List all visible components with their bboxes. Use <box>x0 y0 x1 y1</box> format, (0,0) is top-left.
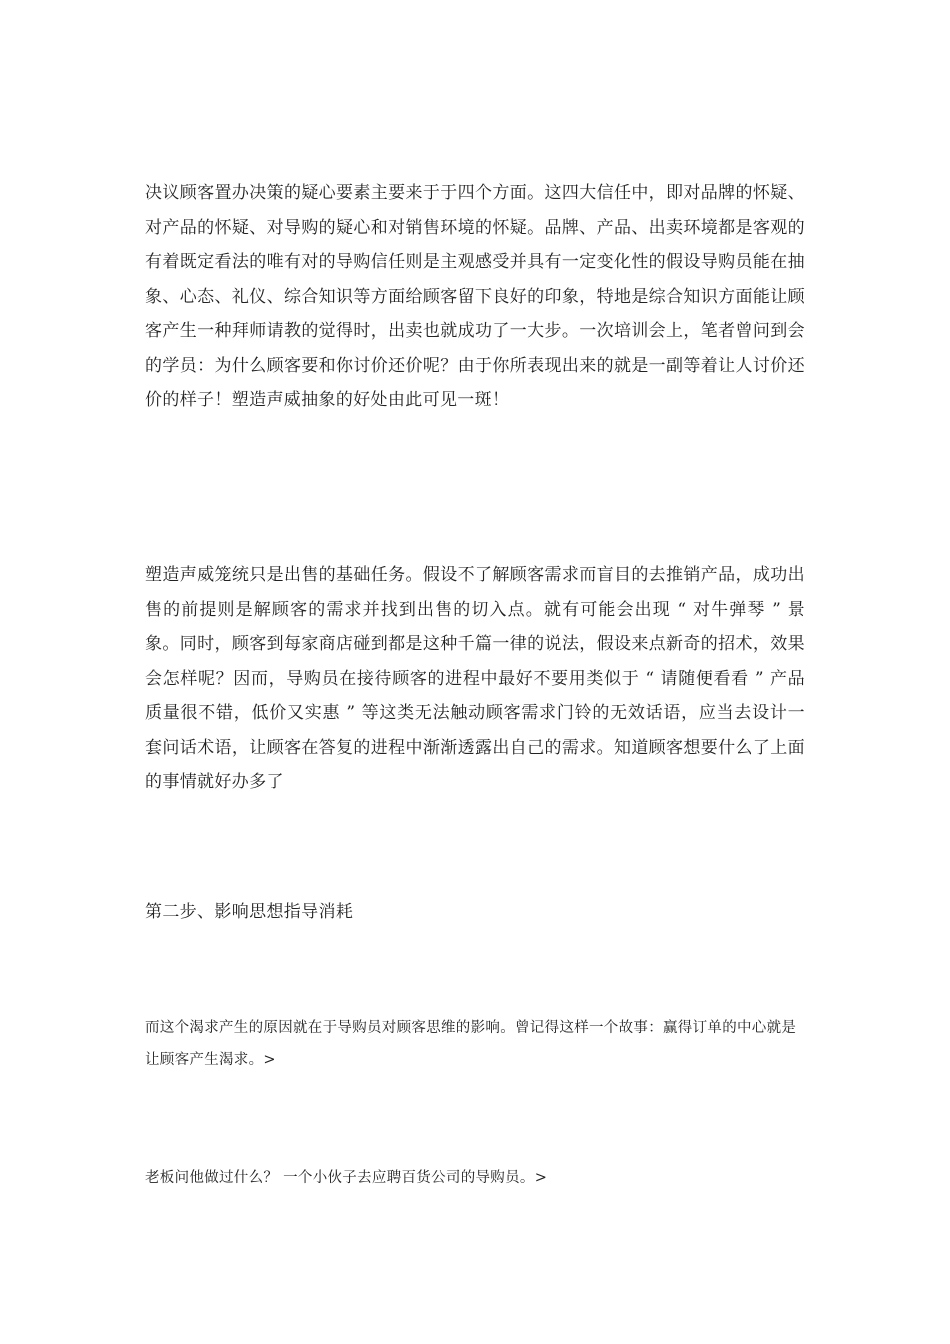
body-paragraph-2: 塑造声威笼统只是出售的基础任务。假设不了解顾客需求而盲目的去推销产品，成功出售的前提则是解顾客的需求并找到出售的切入点。就有可能会出现 “ 对牛弹琴 ” 景象。同时，顾客到每家商店碰到都是这种千篇一律的说法，假设来点新奇的招术，效果会怎样呢？因而，导购员在接待顾客的进程中最好不要用类似于 “ 请随便看看 ” 产品质量很不错，低价又实惠 ” 等这类无法触动顾客需求门铃的无效话语，应当去设计一套问话术语，让顾客在答复的进程中渐渐透露出自己的需求。知道顾客想要什么了上面的事情就好办多了 <box>145 565 805 792</box>
body-paragraph-1: 决议顾客置办决策的疑心要素主要来于于四个方面。这四大信任中，即对品牌的怀疑、对产品的怀疑、对导购的疑心和对销售环境的怀疑。品牌、产品、出卖环境都是客观的有着既定看法的唯有对的导购信任则是主观感受并具有一定变化性的假设导购员能在抽象、心态、礼仪、综合知识等方面给顾客留下良好的印象，特地是综合知识方面能让顾客产生一种拜师请教的觉得时，出卖也就成功了一大步。一次培训会上，笔者曾问到会的学员：为什么顾客要和你讨价还价呢？由于你所表现出来的就是一副等着让人讨价还价的样子！塑造声威抽象的好处由此可见一斑！ <box>145 183 805 410</box>
body-paragraph-3: 而这个渴求产生的原因就在于导购员对顾客思维的影响。曾记得这样一个故事：赢得订单的中心就是让顾客产生渴求。> <box>145 1020 797 1068</box>
body-paragraph-4: 老板问他做过什么？ 一个小伙子去应聘百货公司的导购员。> <box>145 1170 548 1186</box>
section-heading: 第二步、影响思想指导消耗 <box>145 902 354 922</box>
